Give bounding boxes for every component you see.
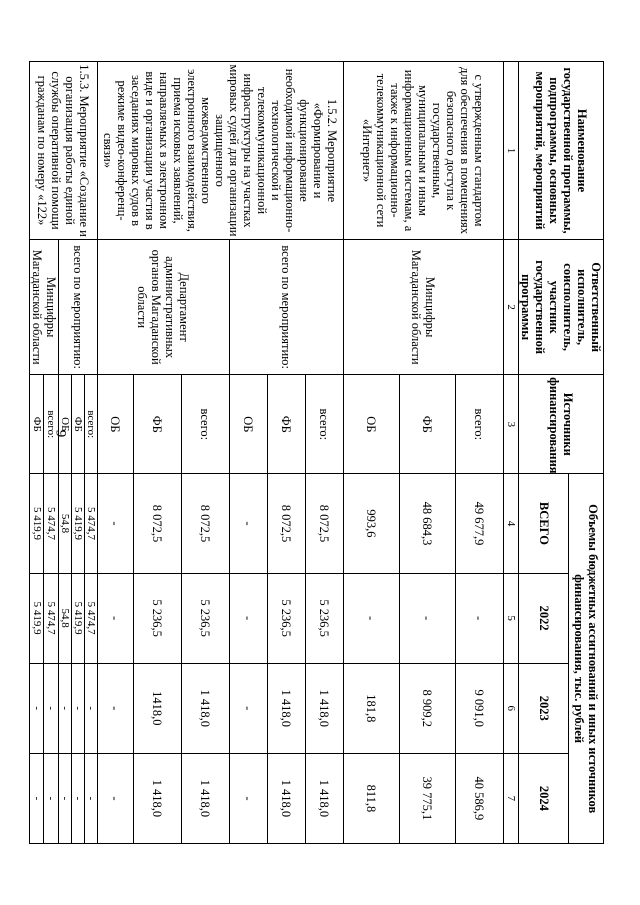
header-executor: Ответственный исполнитель, соисполнитель, участник государственной программы [519, 240, 604, 375]
y2023-cell: - [72, 663, 85, 753]
source-cell: всего: [306, 375, 344, 474]
total-cell: 8 072,5 [306, 474, 344, 573]
y2023-cell: 1 418,0 [182, 663, 230, 753]
header-2024: 2024 [519, 753, 569, 843]
activity-name: с утвержденным стандартом для обеспечения в помещениях безопасного доступа к государственным, муниципальным и иным информационным системам, а также к информационно-телекоммуникационной сети «Интернет» [344, 62, 504, 240]
y2024-cell: 1 418,0 [182, 753, 230, 843]
source-cell: всего: [44, 375, 59, 474]
y2023-cell: 1418,0 [134, 663, 182, 753]
y2023-cell: 1 418,0 [306, 663, 344, 753]
y2022-cell: 54,8 [59, 573, 72, 663]
col-number: 5 [504, 573, 519, 663]
executor-name: Минцифры Магаданской области [344, 240, 504, 375]
source-cell: ФБ [268, 375, 306, 474]
y2024-cell: 811,8 [344, 753, 400, 843]
y2024-cell: 40 586,9 [456, 753, 504, 843]
y2022-cell: - [344, 573, 400, 663]
y2023-cell: - [230, 663, 268, 753]
source-cell: ОБ [230, 375, 268, 474]
total-cell: 54,8 [59, 474, 72, 573]
total-cell: 993,6 [344, 474, 400, 573]
total-cell: 8 072,5 [268, 474, 306, 573]
source-cell: ФБ [400, 375, 456, 474]
y2024-cell: - [230, 753, 268, 843]
total-cell: 8 072,5 [182, 474, 230, 573]
col-number: 3 [504, 375, 519, 474]
y2022-cell: - [230, 573, 268, 663]
y2022-cell: 5 236,5 [134, 573, 182, 663]
y2022-cell: - [400, 573, 456, 663]
total-cell: 5 419,9 [72, 474, 85, 573]
source-cell: ФБ [30, 375, 45, 474]
y2022-cell: - [98, 573, 134, 663]
executor-name: Департамент административных органов Магаданской области [98, 240, 230, 375]
source-cell: ФБ [72, 375, 85, 474]
y2024-cell: - [44, 753, 59, 843]
y2023-cell: - [59, 663, 72, 753]
source-cell: ФБ [134, 375, 182, 474]
y2023-cell: - [85, 663, 98, 753]
total-cell: 5 474,7 [85, 474, 98, 573]
y2024-cell: 1 418,0 [306, 753, 344, 843]
y2024-cell: - [85, 753, 98, 843]
header-program-name: Наименование государственной программы, подпрограммы, основных мероприятий, мероприятий [519, 62, 604, 240]
y2024-cell: - [30, 753, 45, 843]
col-number: 6 [504, 663, 519, 753]
y2024-cell: - [59, 753, 72, 843]
total-cell: - [98, 474, 134, 573]
y2023-cell: 1 418,0 [268, 663, 306, 753]
y2024-cell: 39 775,1 [400, 753, 456, 843]
total-cell: 8 072,5 [134, 474, 182, 573]
y2022-cell: 5 419,9 [30, 573, 45, 663]
source-cell: всего: [182, 375, 230, 474]
col-number: 4 [504, 474, 519, 573]
y2022-cell: 5 236,5 [182, 573, 230, 663]
budget-table-rotated [30, 61, 604, 844]
source-cell: ОБ [59, 375, 72, 474]
header-total: ВСЕГО [519, 474, 569, 573]
source-cell: ОБ [344, 375, 400, 474]
budget-table [29, 61, 604, 844]
header-2022: 2022 [519, 573, 569, 663]
y2022-cell: 5 474,7 [44, 573, 59, 663]
y2023-cell: - [30, 663, 45, 753]
y2023-cell: 8 909,2 [400, 663, 456, 753]
source-cell: всего: [456, 375, 504, 474]
page-number: 9 [52, 429, 69, 438]
col-number: 1 [504, 62, 519, 240]
executor-name: Минцифры Магаданской области [30, 240, 59, 375]
total-cell: - [230, 474, 268, 573]
y2024-cell: - [72, 753, 85, 843]
y2023-cell: - [98, 663, 134, 753]
total-cell: 48 684,3 [400, 474, 456, 573]
y2022-cell: 5 236,5 [306, 573, 344, 663]
executor-total-label: всего по мероприятию: [59, 240, 98, 375]
y2024-cell: 1 418,0 [268, 753, 306, 843]
y2022-cell: 5 474,7 [85, 573, 98, 663]
col-number: 7 [504, 753, 519, 843]
col-number: 2 [504, 240, 519, 375]
y2023-cell: 9 091,0 [456, 663, 504, 753]
activity-name: 1.5.3. Мероприятие «Создание и организация работы единой службы оперативной помощи гражданам по номеру «122» [30, 62, 98, 240]
activity-name: 1.5.2. Мероприятие «Формирование и функционирование необходимой информационно-технологической и телекоммуникационной инфраструктуры на участках мировых судей для организации защищенного межведомственного электронного взаимодействия, приема исковых заявлений, направляемых в электронном виде и организации участия в заседаниях мировых судов в режиме видео-конференц-связи» [98, 62, 344, 240]
total-cell: 5 474,7 [44, 474, 59, 573]
y2022-cell: - [456, 573, 504, 663]
y2023-cell: - [44, 663, 59, 753]
header-sources: Источники финансирования [519, 375, 604, 474]
executor-total-label: всего по мероприятию: [230, 240, 344, 375]
source-cell: ОБ [98, 375, 134, 474]
header-budget-volumes: Объемы бюджетных ассигнований и иных источников финансирования, тыс. рублей [569, 474, 604, 844]
y2022-cell: 5 419,9 [72, 573, 85, 663]
y2022-cell: 5 236,5 [268, 573, 306, 663]
y2024-cell: 1 418,0 [134, 753, 182, 843]
y2023-cell: 181,8 [344, 663, 400, 753]
total-cell: 49 677,9 [456, 474, 504, 573]
header-2023: 2023 [519, 663, 569, 753]
total-cell: 5 419,9 [30, 474, 45, 573]
source-cell: всего: [85, 375, 98, 474]
y2024-cell: - [98, 753, 134, 843]
